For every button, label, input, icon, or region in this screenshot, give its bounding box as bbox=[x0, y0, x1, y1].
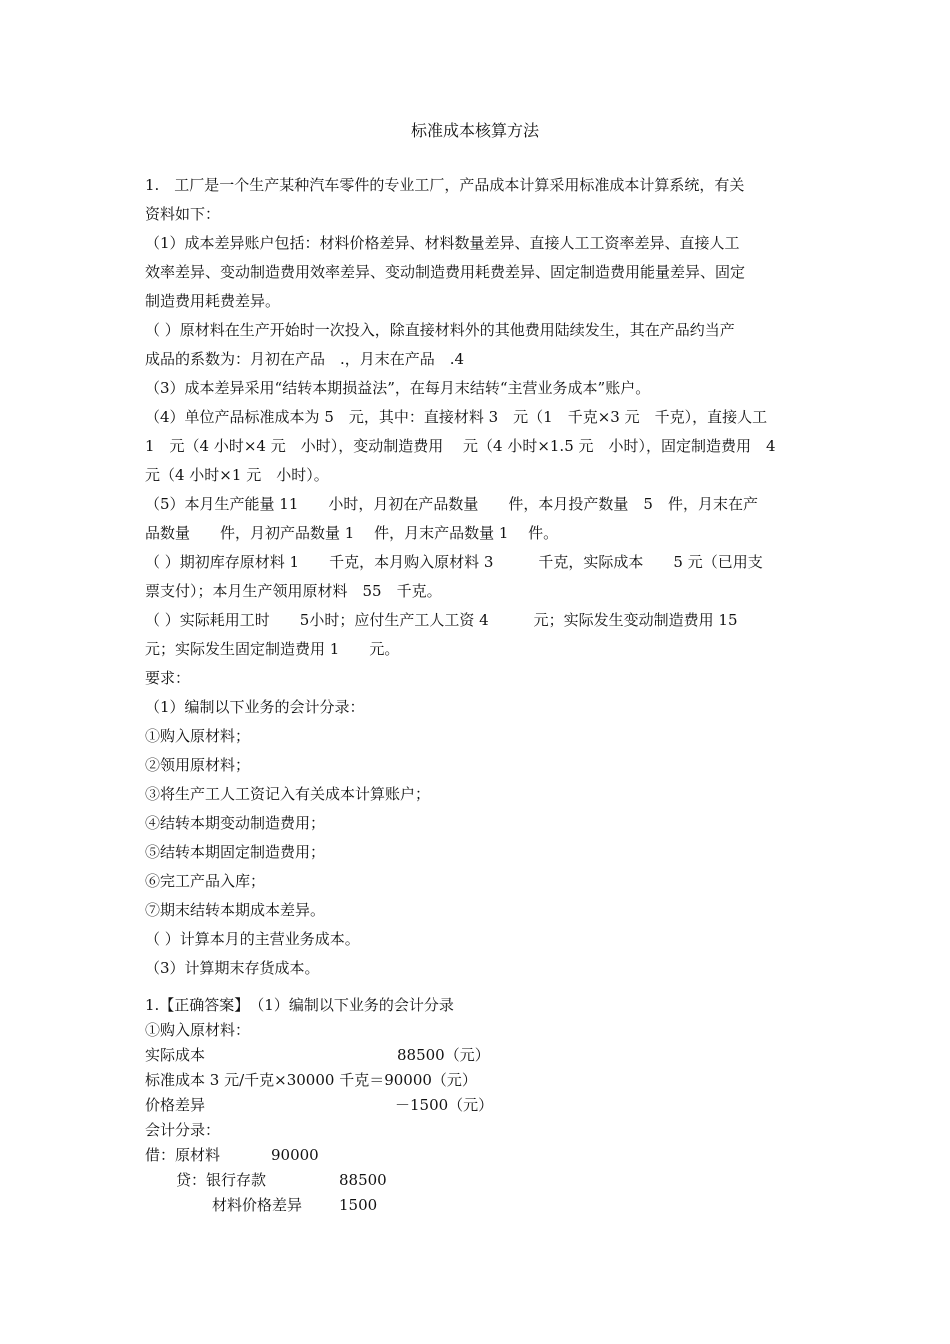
text-line: 元；实际发生固定制造费用 1 元。 bbox=[145, 640, 400, 658]
actual-cost-value: 88500（元） bbox=[397, 1046, 490, 1064]
text-line: （3）计算期末存货成本。 bbox=[145, 959, 320, 977]
text-line: ⑥完工产品入库； bbox=[145, 872, 266, 890]
text-line: 资料如下： bbox=[145, 205, 221, 223]
credit2-value: 1500 bbox=[339, 1196, 378, 1214]
text-line: 1. 工厂是一个生产某种汽车零件的专业工厂，产品成本计算采用标准成本计算系统，有关 bbox=[145, 176, 745, 194]
price-variance-value: －1500（元） bbox=[395, 1096, 494, 1114]
text-line: ④结转本期变动制造费用； bbox=[145, 814, 326, 832]
answer-heading: 1.【正确答案】 （1）编制以下业务的会计分录 bbox=[145, 996, 454, 1014]
credit2-label: 材料价格差异 bbox=[212, 1196, 303, 1214]
text-line: （1）编制以下业务的会计分录： bbox=[145, 698, 365, 716]
text-line: （5）本月生产能量 11 小时，月初在产品数量 件，本月投产数量 5 件，月末在产 bbox=[145, 495, 758, 513]
document-title: 标准成本核算方法 bbox=[410, 121, 539, 140]
credit-row bbox=[145, 1168, 815, 1193]
text-line: 品数量 件，月初产品数量 1 件，月末产品数量 1 件。 bbox=[145, 524, 559, 542]
text-line: ②领用原材料； bbox=[145, 756, 251, 774]
entry-label: 会计分录： bbox=[145, 1121, 221, 1139]
text-line: （ ）原材料在生产开始时一次投入，除直接材料外的其他费用陆续发生，其在产品约当产 bbox=[145, 321, 735, 339]
answer-block bbox=[145, 993, 815, 1218]
text-line: ③将生产工人工资记入有关成本计算账户； bbox=[145, 785, 431, 803]
text-line: （4）单位产品标准成本为 5 元，其中：直接材料 3 元（1 千克×3 元 千克），直接人工 bbox=[145, 408, 768, 426]
text-line: 1 元（4 小时×4 元 小时），变动制造费用 元（4 小时×1.5 元 小时），固定制造费用 4 bbox=[145, 437, 776, 455]
text-line: 元（4 小时×1 元 小时）。 bbox=[145, 466, 329, 484]
text-line: ⑦期末结转本期成本差异。 bbox=[145, 901, 326, 919]
text-line: （ ）期初库存原材料 1 千克，本月购入原材料 3 千克，实际成本 5 元（已用支 bbox=[145, 553, 763, 571]
credit-row-2 bbox=[145, 1193, 815, 1218]
question-block bbox=[145, 171, 815, 983]
text-line: （ ）实际耗用工时 5小时；应付生产工人工资 4 元；实际发生变动制造费用 15 bbox=[145, 611, 738, 629]
credit-label: 贷：银行存款 bbox=[176, 1171, 267, 1189]
answer-item-1: ①购入原材料： bbox=[145, 1021, 251, 1039]
text-line: ⑤结转本期固定制造费用； bbox=[145, 843, 326, 861]
standard-cost-row: 标准成本 3 元/千克×30000 千克＝90000（元） bbox=[145, 1071, 477, 1089]
debit-row bbox=[145, 1143, 815, 1168]
text-line: ①购入原材料； bbox=[145, 727, 251, 745]
text-line: 要求： bbox=[145, 669, 191, 687]
price-variance-row bbox=[145, 1093, 815, 1118]
actual-cost-row bbox=[145, 1043, 815, 1068]
debit-label: 借：原材料 bbox=[145, 1146, 221, 1164]
text-line: （1）成本差异账户包括：材料价格差异、材料数量差异、直接人工工资率差异、直接人工 bbox=[145, 234, 740, 252]
text-line: 票支付）；本月生产领用原材料 55 千克。 bbox=[145, 582, 442, 600]
credit-value: 88500 bbox=[339, 1171, 387, 1189]
text-line: 效率差异、变动制造费用效率差异、变动制造费用耗费差异、固定制造费用能量差异、固定 bbox=[145, 263, 746, 281]
text-line: （ ）计算本月的主营业务成本。 bbox=[145, 930, 360, 948]
text-line: 制造费用耗费差异。 bbox=[145, 292, 281, 310]
text-line: （3）成本差异采用“结转本期损益法”，在每月末结转“主营业务成本”账户。 bbox=[145, 379, 651, 397]
debit-value: 90000 bbox=[271, 1146, 319, 1164]
text-line: 成品的系数为：月初在产品 .，月末在产品 .4 bbox=[145, 350, 465, 368]
price-variance-label: 价格差异 bbox=[145, 1096, 206, 1114]
actual-cost-label: 实际成本 bbox=[145, 1046, 206, 1064]
